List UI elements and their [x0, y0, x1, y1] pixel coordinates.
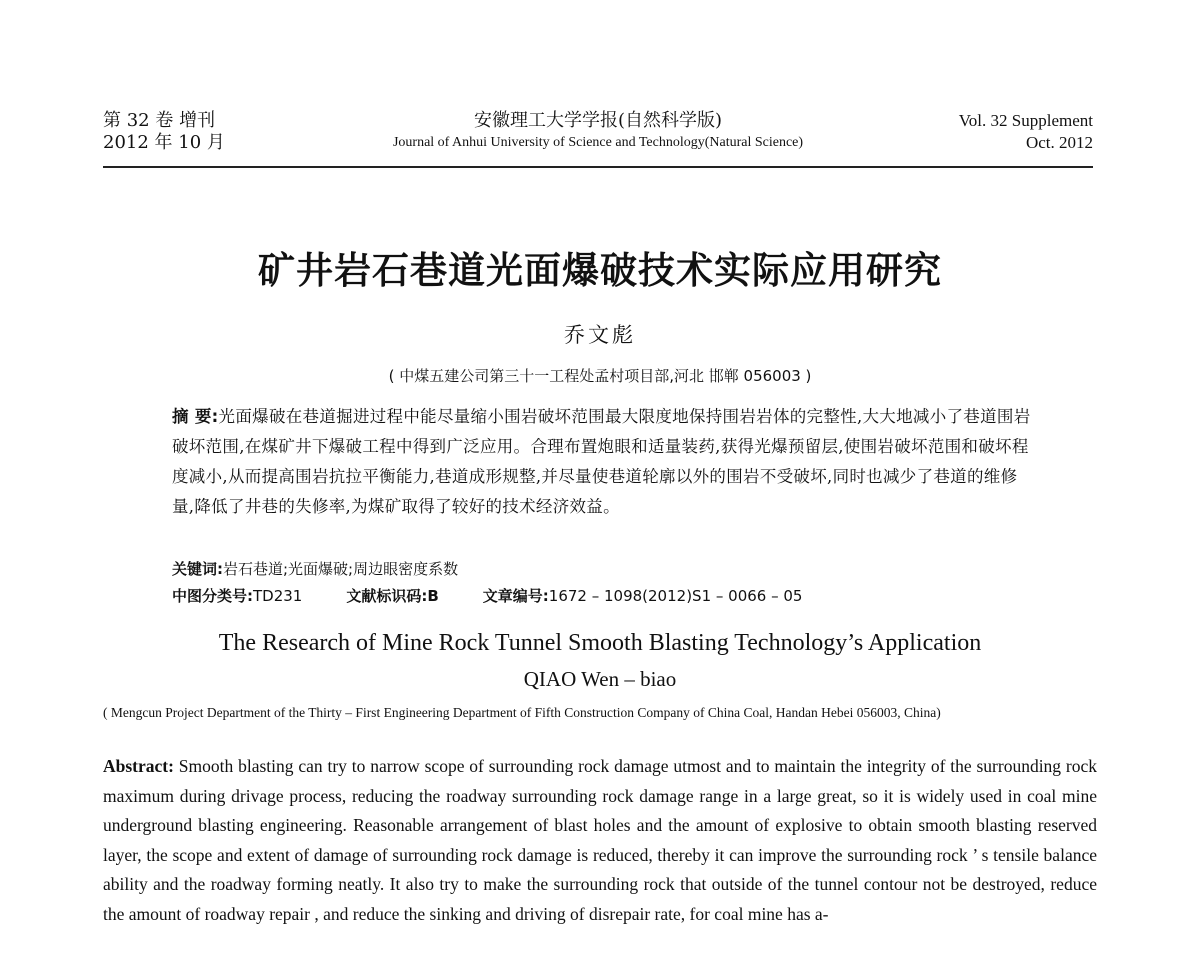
header-rule: [103, 166, 1093, 168]
doc-code-value: B: [427, 587, 439, 605]
date-zh: 2012 年 10 月: [103, 132, 225, 153]
keywords-zh-label: 关键词:: [172, 560, 223, 578]
abstract-zh: [172, 402, 1034, 522]
volume-issue-zh: 第 32 卷 增刊: [103, 110, 216, 131]
abstract-en-text: Smooth blasting can try to narrow scope of surrounding rock damage utmost and to maintain the integrity of the surrounding rock maximum during drivage process, reducing the roadway surrounding rock damage range in a large great, so it is widely used in coal mine underground blasting engineering. Reasonable arrangement of blast holes and the amount of explosive to obtain smooth blasting reserved layer, the scope and extent of damage of surrounding rock damage is reduced, thereby it can improve the surrounding rock ’ s tensile balance ability and the roadway forming neatly. It also try to make the surrounding rock that outside of the tunnel contour not be destroyed, reduce the amount of roadway repair , and reduce the sinking and driving of disrepair rate, for coal mine has a-: [103, 756, 1097, 924]
author-en: QIAO Wen – biao: [523, 667, 677, 691]
clc-label: 中图分类号:: [172, 587, 253, 605]
volume-issue-en: Vol. 32 Supplement: [958, 111, 1093, 130]
keywords-zh-text: 岩石巷道;光面爆破;周边眼密度系数: [223, 560, 459, 578]
clc-value: TD231: [253, 587, 303, 605]
date-en: Oct. 2012: [1025, 133, 1093, 152]
abstract-zh-text: 光面爆破在巷道掘进过程中能尽量缩小围岩破坏范围最大限度地保持围岩岩体的完整性,大大地减小了巷道围岩破坏范围,在煤矿井下爆破工程中得到广泛应用。合理布置炮眼和适量装药,获得光爆预留层,使围岩破坏范围和破坏程度减小,从而提高围岩抗拉平衡能力,巷道成形规整,并尽量使巷道轮廓以外的围岩不受破坏,同时也减少了巷道的维修量,降低了井巷的失修率,为煤矿取得了较好的技术经济效益。: [172, 407, 1031, 516]
keywords-zh: [172, 556, 1034, 582]
affiliation-zh: ( 中煤五建公司第三十一工程处孟村项目部,河北 邯郸 056003 ): [388, 367, 812, 385]
running-header: [103, 110, 1093, 166]
doc-code-label: 文献标识码:: [346, 587, 428, 605]
journal-name-zh: 安徽理工大学学报(自然科学版): [473, 110, 723, 131]
header-left: [103, 110, 225, 154]
abstract-en-label: Abstract:: [103, 756, 174, 776]
header-right: [959, 110, 1093, 154]
classification-row: [172, 583, 1034, 609]
paper-title-zh: 矿井岩石巷道光面爆破技术实际应用研究: [258, 248, 942, 292]
article-no-label: 文章编号:: [482, 587, 549, 605]
header-journal: [328, 110, 868, 154]
article-no-value: 1672 – 1098(2012)S1 – 0066 – 05: [548, 587, 803, 605]
journal-name-en: Journal of Anhui University of Science and Technology(Natural Science): [392, 135, 804, 150]
paper-title-en: The Research of Mine Rock Tunnel Smooth Blasting Technology’s Application: [218, 630, 982, 656]
affiliation-en: ( Mengcun Project Department of the Thirty – First Engineering Department of Fifth Construction Company of China Coal, Handan Hebei 056003, China): [103, 705, 941, 720]
abstract-zh-label: 摘 要:: [172, 407, 219, 426]
author-zh: 乔文彪: [564, 323, 636, 347]
abstract-en: [103, 752, 1097, 929]
